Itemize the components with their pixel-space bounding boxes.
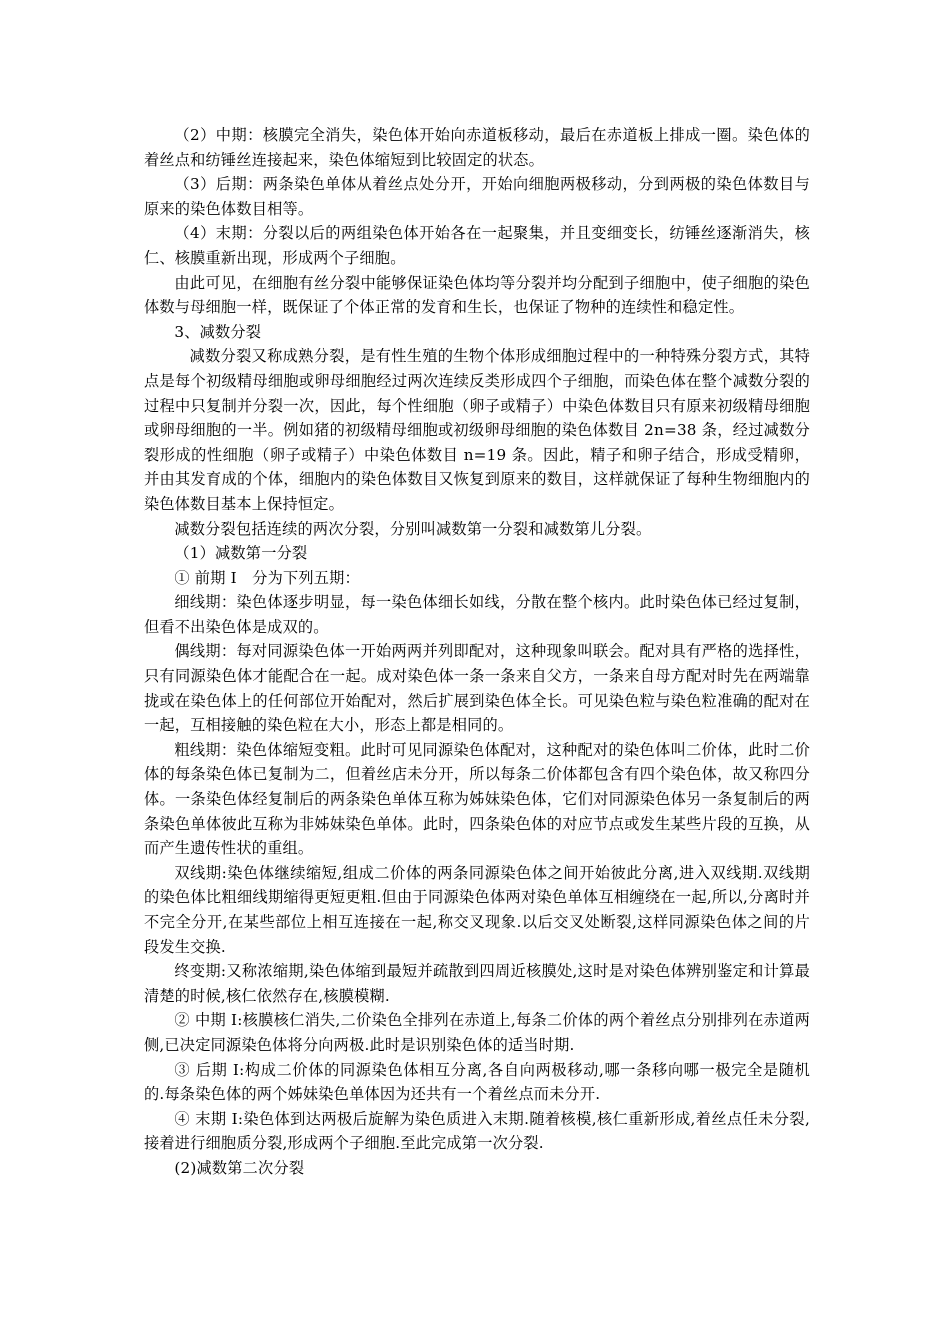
paragraph-diplotene: 双线期:染色体继续缩短,组成二价体的两条同源染色体之间开始彼此分离,进入双线期.双线期的染色体比粗细线期缩得更短更粗.但由于同源染色体两对染色单体互相缠绕在一起,所以,分离时并不完全分开,在某些部位上相互连接在一起,称交叉现象.以后交叉处断裂,这样同源染色体之间的片段发生交换. xyxy=(144,863,810,956)
paragraph-metaphase-one: ② 中期 I:核膜核仁消失,二价染色全排列在赤道上,每条二价体的两个着丝点分别排列在赤道两侧,已决定同源染色体将分向两极.此时是识别染色体的适当时期. xyxy=(144,1011,810,1054)
paragraph-telophase-one: ④ 末期 I:染色体到达两极后旋解为染色质进入末期.随着核模,核仁重新形成,着丝点任未分裂,接着进行细胞质分裂,形成两个子细胞.至此完成第一次分裂. xyxy=(144,1109,810,1153)
paragraph-metaphase: （2）中期：核膜完全消失，染色体开始向赤道板移动，最后在赤道板上排成一圈。染色体的着丝点和纺锤丝连接起来，染色体缩短到比较固定的状态。 xyxy=(144,126,810,169)
paragraph-meiosis-two-divisions: 减数分裂包括连续的两次分裂，分别叫减数第一分裂和减数第儿分裂。 xyxy=(174,519,652,538)
paragraph-anaphase-one: ③ 后期 I:构成二价体的同源染色体相互分离,各自向两极移动,哪一条移向哪一极完全是随机的.每条染色体的两个姊妹染色单体因为还共有一个着丝点而未分开. xyxy=(144,1060,810,1104)
paragraph-meiosis-intro: 减数分裂又称成熟分裂，是有性生殖的生物个体形成细胞过程中的一种特殊分裂方式，其特点是每个初级精母细胞或卵母细胞经过两次连续反类形成四个子细胞，而染色体在整个减数分裂的过程中只复制并分裂一次，因此，每个性细胞（卵子或精子）中染色体数目只有原来初级精母细胞或卵母细胞的一半。例如猪的初级精母细胞或初级卵母细胞的染色体数目 2n=38 条，经过减数分裂形成的性细胞（卵子或精子）中染色体数目 n=19 条。因此，精子和卵子结合，形成受精卵，并由其发育成的个体，细胞内的染色体数目又恢复到原来的数目，这样就保证了每种生物细胞内的染色体数目基本上保持恒定。 xyxy=(144,347,810,513)
subheading-meiosis-two: (2)减数第二次分裂 xyxy=(174,1158,305,1177)
paragraph-pachytene: 粗线期：染色体缩短变粗。此时可见同源染色体配对，这种配对的染色体叫二价体，此时二价体的每条染色体已复制为二，但着丝店未分开，所以每条二价体都包含有四个染色体，故又称四分体。一条染色体经复制后的两条染色单体互称为姊妹染色体，它们对同源染色体另一条复制后的两条染色单体彼此互称为非姊妹染色单体。此时，四条染色体的对应节点或发生某些片段的互换，从而产生遗传性状的重组。 xyxy=(144,740,810,858)
paragraph-anaphase: （3）后期：两条染色单体从着丝点处分开，开始向细胞两极移动，分到两极的染色体数目与原来的染色体数目相等。 xyxy=(144,175,810,218)
section-heading-meiosis: 3、减数分裂 xyxy=(174,322,262,341)
paragraph-zygotene: 偶线期：每对同源染色体一开始两两并列即配对，这种现象叫联会。配对具有严格的选择性，只有同源染色体才能配合在一起。成对染色体一条一条来自父方，一条来自母方配对时先在两端靠拢或在染色体上的任何部位开始配对，然后扩展到染色体全长。可见染色粒与染色粒准确的配对在一起，互相接触的染色粒在大小，形态上都是相同的。 xyxy=(144,642,810,735)
paragraph-telophase: （4）末期：分裂以后的两组染色体开始各在一起聚集，并且变细变长，纺锤丝逐渐消失，核仁、核膜重新出现，形成两个子细胞。 xyxy=(144,224,810,267)
paragraph-diakinesis: 终变期:又称浓缩期,染色体缩到最短并疏散到四周近核膜处,这时是对染色体辨别鉴定和计算最清楚的时候,核仁依然存在,核膜模糊. xyxy=(144,962,810,1005)
subheading-meiosis-one: （1）减数第一分裂 xyxy=(174,544,308,563)
paragraph-summary: 由此可见，在细胞有丝分裂中能够保证染色体均等分裂并均分配到子细胞中，使子细胞的染色体数与母细胞一样，既保证了个体正常的发育和生长，也保证了物种的连续性和稳定性。 xyxy=(144,273,810,317)
paragraph-leptotene: 细线期：染色体逐步明显，每一染色体细长如线，分散在整个核内。此时染色体已经过复制，但看不出染色体是成双的。 xyxy=(144,593,810,636)
subheading-prophase-one: ① 前期 I 分为下列五期： xyxy=(174,568,360,587)
